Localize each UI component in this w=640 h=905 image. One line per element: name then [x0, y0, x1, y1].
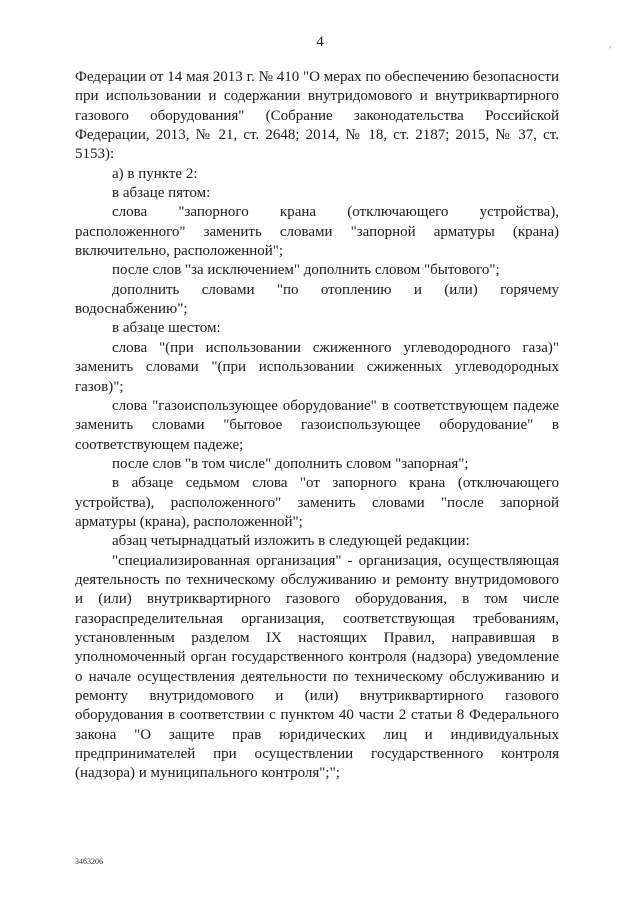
paragraph-12: абзац четырнадцатый изложить в следующей редакции:: [112, 533, 470, 550]
paragraph-1: Федерации от 14 мая 2013 г. № 410 "О мерах по обеспечению безопасности при использовании и содержании внутридомового и внутриквартирного газового оборудования" (Собрание законодательства Российской Федерации, 2013, № 21, ст. 2648; 2014, № 18, ст. 2187; 2015, № 37, ст. 5153):: [75, 69, 559, 163]
paragraph-13: "специализированная организация" - организация, осуществляющая деятельность по техническому обслуживанию и ремонту внутридомового и (или) внутриквартирного газового оборудования, в том числе газораспределительная организация, соответствующая требованиям, установленным разделом IX настоящих Правил, направившая в уполномоченный орган государственного контроля (надзора) уведомление о начале осуществления деятельности по техническому обслуживанию и ремонту внутридомового и (или) внутриквартирного газового оборудования в соответствии с пунктом 40 части 2 статьи 8 Федерального закона "О защите прав юридических лиц и индивидуальных предпринимателей при осуществлении государственного контроля (надзора) и муниципального контроля";";: [75, 552, 559, 782]
paragraph-11: в абзаце седьмом слова "от запорного крана (отключающего устройства), расположенного" заменить словами "после запорной арматуры (крана), расположенной";: [75, 475, 559, 530]
paragraph-8: слова "(при использовании сжиженного углеводородного газа)" заменить словами "(при использовании сжиженных углеводородных газов)";: [75, 339, 559, 395]
margin-mark: ,: [609, 39, 612, 50]
paragraph-10: после слов "в том числе" дополнить словом "запорная";: [112, 455, 469, 472]
paragraph-7: в абзаце шестом:: [112, 320, 221, 337]
paragraph-9: слова "газоиспользующее оборудование" в соответствующем падеже заменить словами "бытовое газоиспользующее оборудование" в соответствующем падеже;: [75, 397, 559, 453]
paragraph-2: а) в пункте 2:: [112, 165, 198, 182]
document-code: 3463206: [75, 857, 103, 866]
paragraph-6: дополнить словами "по отоплению и (или) горячему водоснабжению";: [75, 281, 559, 318]
document-body: [75, 68, 559, 784]
page-number: 4: [316, 34, 324, 50]
paragraph-4: слова "запорного крана (отключающего устройства), расположенного" заменить словами "запорной арматуры (крана) включительно, расположенной";: [75, 204, 559, 260]
paragraph-3: в абзаце пятом:: [112, 185, 211, 202]
paragraph-5: после слов "за исключением" дополнить словом "бытового";: [112, 262, 500, 279]
